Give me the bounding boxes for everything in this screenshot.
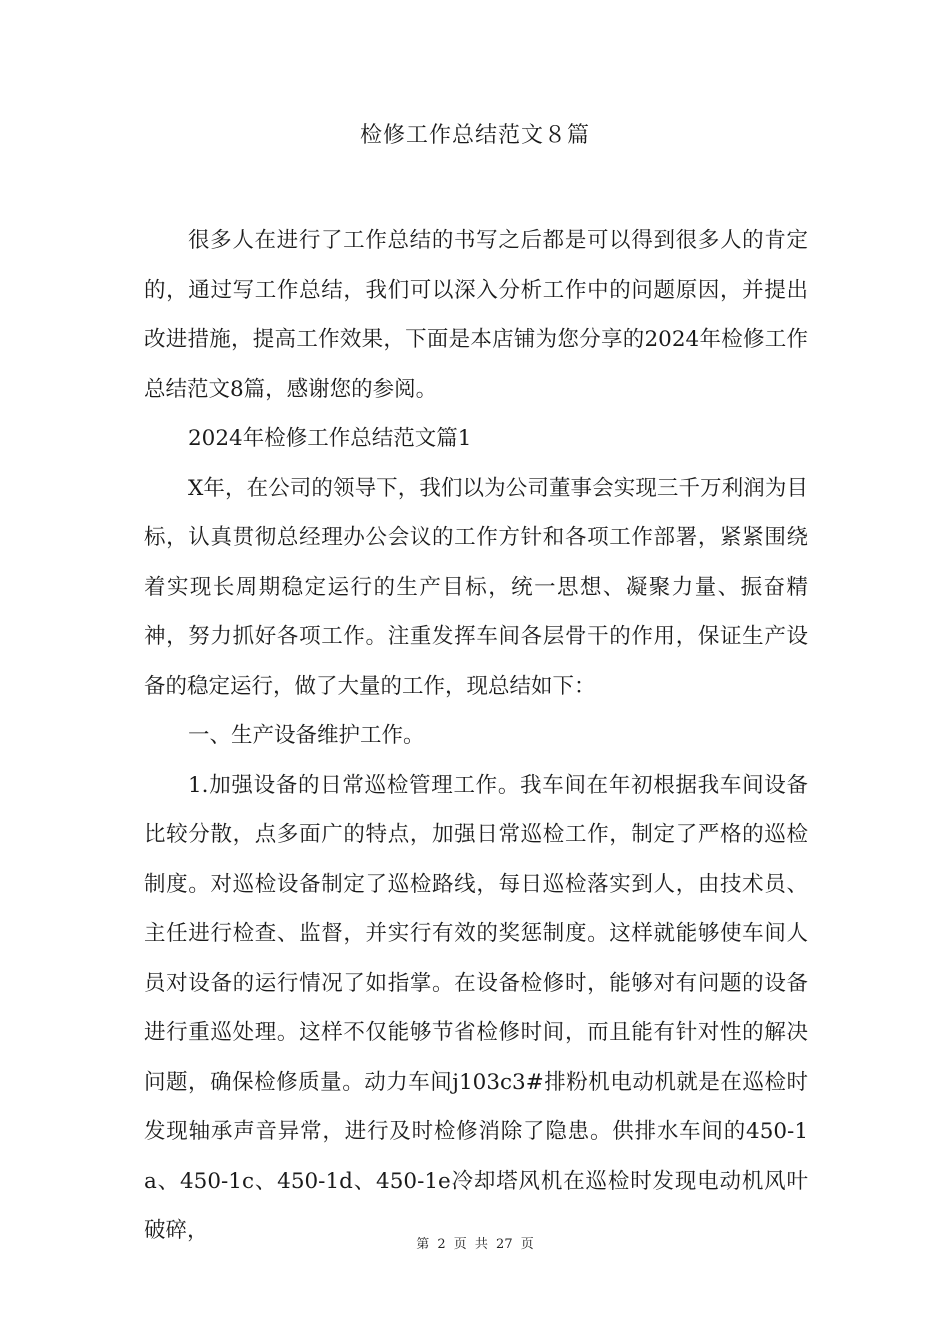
section-heading: 2024年检修工作总结范文篇1 xyxy=(188,426,472,451)
subsection-heading: 一、生产设备维护工作。 xyxy=(188,723,425,748)
document-title: 检修工作总结范文８篇 xyxy=(359,123,590,148)
body-paragraph: X年，在公司的领导下，我们以为公司董事会实现三千万利润为目标，认真贯彻总经理办公会议的工作方针和各项工作部署，紧紧围绕着实现长周期稳定运行的生产目标，统一思想、凝聚力量、振奋精神，努力抓好各项工作。注重发挥车间各层骨干的作用，保证生产设备的稳定运行，做了大量的工作，现总结如下： xyxy=(144,475,808,699)
intro-paragraph: 很多人在进行了工作总结的书写之后都是可以得到很多人的肯定的，通过写工作总结，我们可以深入分析工作中的问题原因，并提出改进措施，提高工作效果，下面是本店铺为您分享的2024年检修工作总结范文8篇，感谢您的参阅。 xyxy=(144,228,808,402)
document-body xyxy=(144,216,808,1256)
body-paragraph: 1.加强设备的日常巡检管理工作。我车间在年初根据我车间设备比较分散，点多面广的特点，加强日常巡检工作，制定了严格的巡检制度。对巡检设备制定了巡检路线，每日巡检落实到人，由技术员、主任进行检查、监督，并实行有效的奖惩制度。这样就能够使车间人员对设备的运行情况了如指掌。在设备检修时，能够对有问题的设备进行重巡处理。这样不仅能够节省检修时间，而且能有针对性的解决问题，确保检修质量。动力车间j103c3#排粉机电动机就是在巡检时发现轴承声音异常，进行及时检修消除了隐患。供排水车间的450-1a、450-1c、450-1d、450-1e冷却塔风机在巡检时发现电动机风叶破碎， xyxy=(144,772,808,1243)
page-footer: 第 2 页 共 27 页 xyxy=(416,1237,534,1252)
